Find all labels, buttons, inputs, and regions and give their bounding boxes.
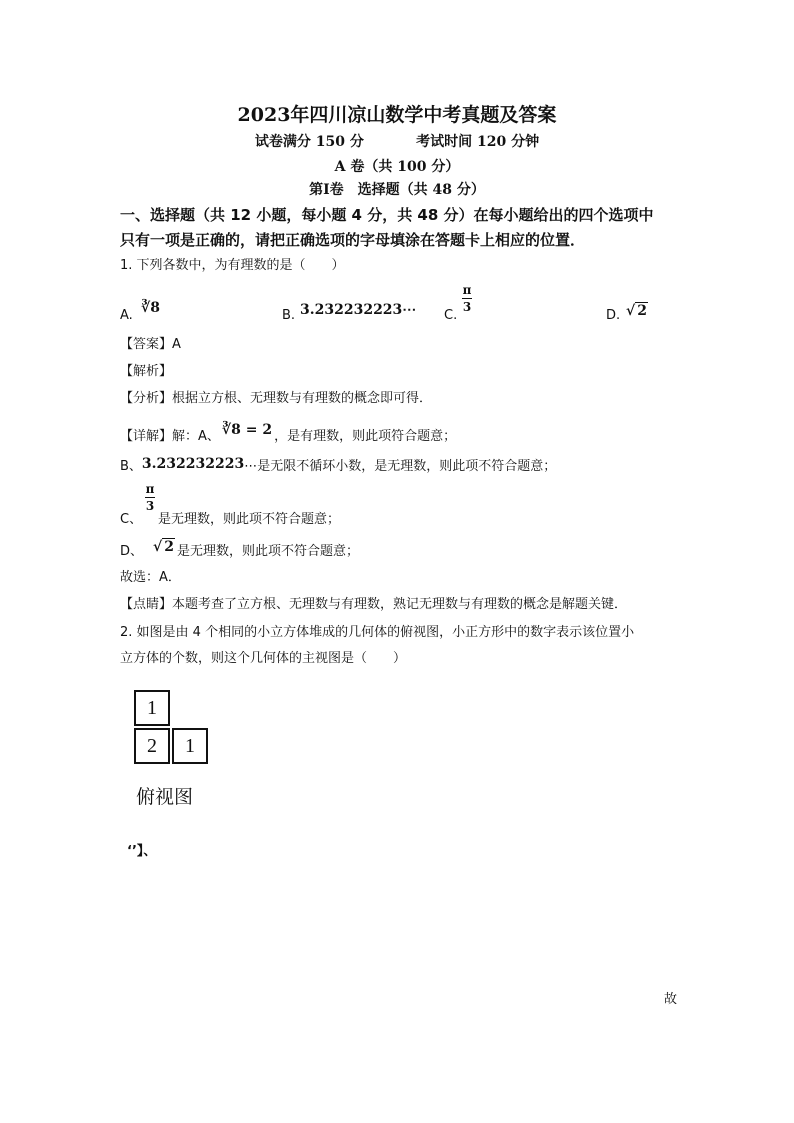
section-instruction-line1: 一、选择题（共 12 小题，每小题 4 分，共 48 分）在每小题给出的四个选项中 — [120, 206, 654, 224]
detail-a-expr: ∛8 = 2 — [221, 422, 273, 438]
detail-b-line — [120, 455, 556, 474]
choose-line: 故选：A． — [120, 570, 181, 585]
analysis-tag: 【解析】 — [120, 364, 173, 379]
grid-cell-bottom-left: 2 — [134, 728, 170, 764]
option-d-radicand: 2 — [637, 303, 647, 319]
detail-c-prefix: C、 — [120, 512, 143, 527]
detail-d-expr: √ 2 — [153, 539, 174, 555]
option-d-label: D. — [606, 308, 621, 323]
option-c-fraction — [462, 284, 472, 314]
option-c-denominator: 3 — [462, 300, 472, 314]
detail-prefix: 【详解】解：A、 — [120, 429, 220, 444]
detail-b-expr: 3.232232223 — [141, 456, 245, 472]
text-fragment: ‘’】、 — [127, 844, 157, 859]
question-2-stem-line2: 立方体的个数，则这个几何体的主视图是（ ） — [120, 651, 407, 666]
volume-heading: A 卷（共 100 分） — [334, 159, 460, 175]
detail-d-line — [120, 540, 359, 559]
question-1-stem: 1. 下列各数中，为有理数的是（ ） — [120, 258, 345, 273]
footer-fragment: 故 — [664, 992, 678, 1007]
page-title: 2023年四川凉山数学中考真题及答案 — [237, 104, 557, 126]
exam-info — [0, 131, 794, 151]
fraction-bar — [462, 298, 472, 299]
detail-c-denominator: 3 — [145, 499, 155, 513]
score-info: 试卷满分 150 分 — [254, 134, 364, 150]
option-b-label: B. — [282, 308, 296, 323]
fraction-bar — [145, 497, 155, 498]
option-c-label: C. — [444, 308, 458, 323]
answer-line: 【答案】A — [120, 337, 181, 352]
detail-d-text: 是无理数，则此项不符合题意； — [176, 544, 359, 559]
detail-b-prefix: B、 — [120, 459, 142, 474]
dianjing-line: 【点睛】本题考查了立方根、无理数与有理数，熟记无理数与有理数的概念是解题关键． — [120, 597, 628, 612]
option-a-expr: ∛8 — [141, 300, 160, 316]
analysis-fenxi: 【分析】根据立方根、无理数与有理数的概念即可得． — [120, 391, 433, 406]
grid-cell-bottom-right: 1 — [172, 728, 208, 764]
detail-c-text: 是无理数，则此项不符合题意； — [158, 512, 341, 527]
detail-a-line — [120, 422, 457, 444]
time-info: 考试时间 120 分钟 — [416, 134, 540, 150]
detail-d-prefix: D、 — [120, 544, 144, 559]
detail-c-fraction — [145, 483, 155, 513]
part-heading: 第Ⅰ卷 选择题（共 48 分） — [309, 182, 485, 198]
section-instruction-line2: 只有一项是正确的，请把正确选项的字母填涂在答题卡上相应的位置． — [120, 231, 586, 249]
option-c-numerator: π — [462, 283, 472, 297]
option-b-expr: 3.232232223⋯ — [300, 302, 417, 318]
grid-cell-top-left: 1 — [134, 690, 170, 726]
detail-d-radicand: 2 — [164, 539, 174, 555]
option-d-expr: √ 2 — [626, 303, 647, 319]
detail-a-text: ，是有理数，则此项符合题意； — [274, 429, 457, 444]
detail-c-numerator: π — [145, 482, 155, 496]
detail-b-text: ⋯是无限不循环小数，是无理数，则此项不符合题意； — [244, 459, 557, 474]
question-2-stem-line1: 2. 如图是由 4 个相同的小立方体堆成的几何体的俯视图，小正方形中的数字表示该位置小 — [120, 625, 635, 640]
option-a-label: A. — [120, 308, 133, 323]
grid-caption: 俯视图 — [136, 786, 194, 808]
